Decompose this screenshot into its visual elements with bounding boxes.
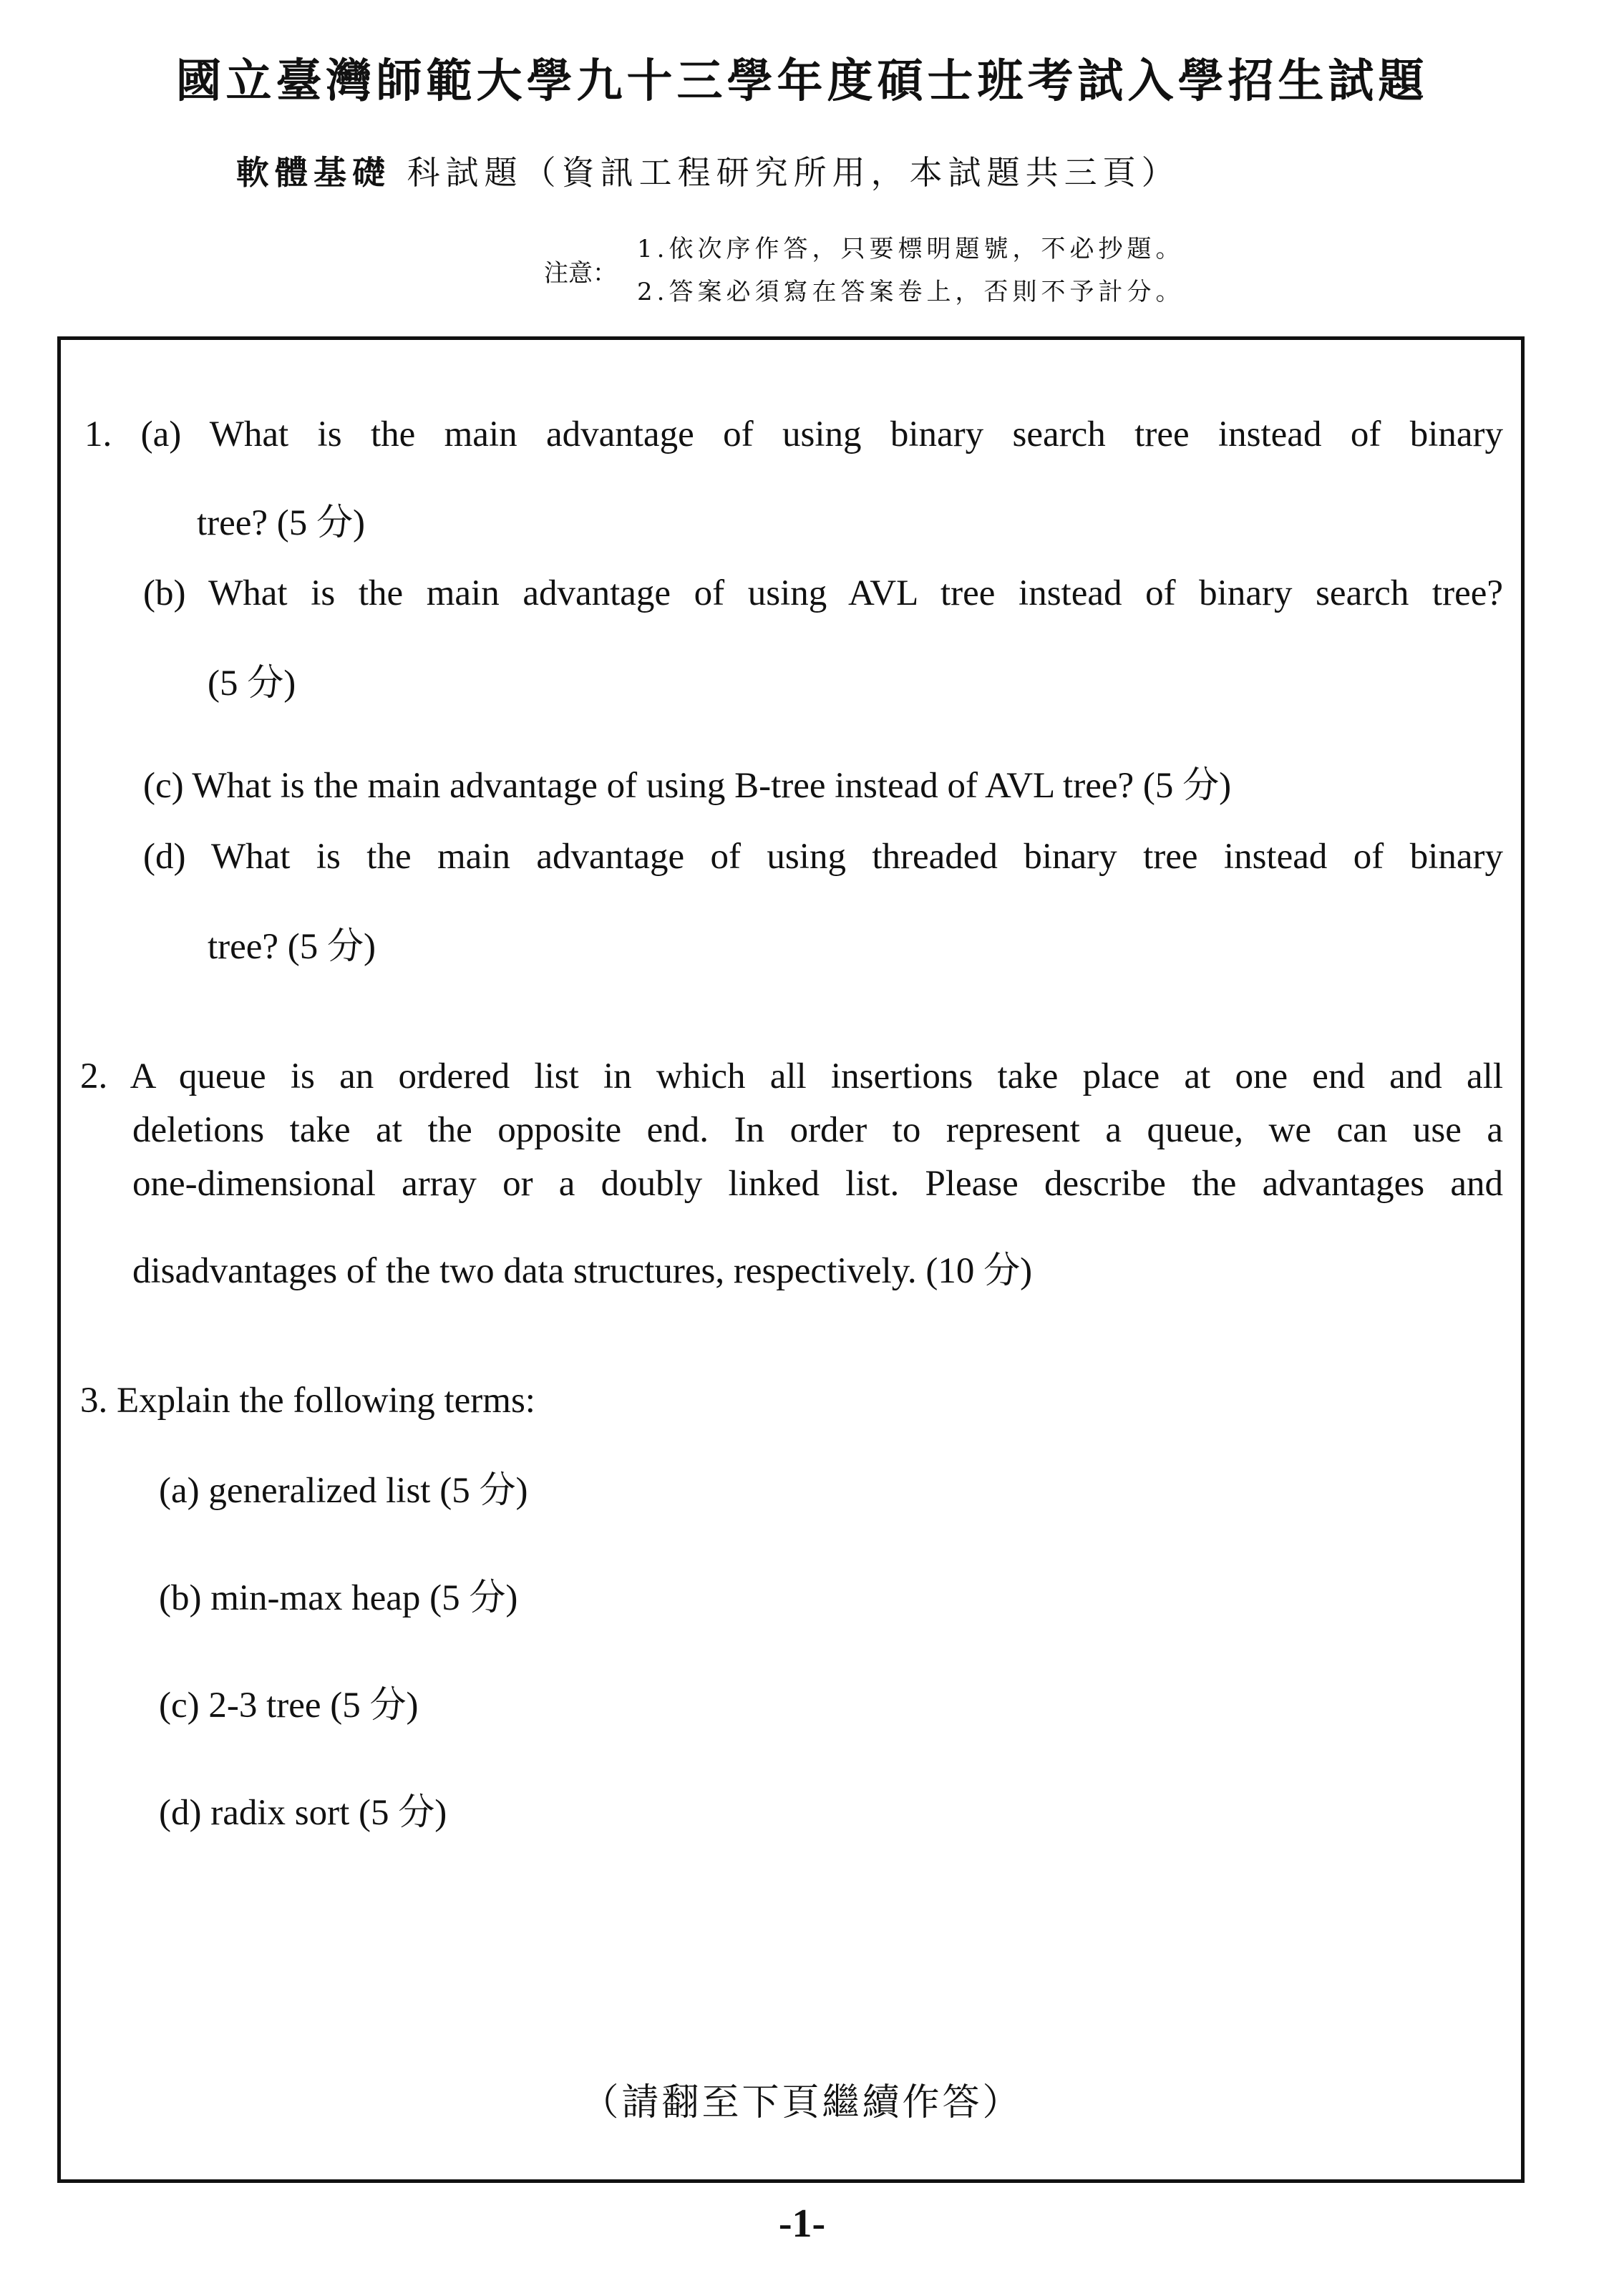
q2-line1: 2. A queue is an ordered list in which all insertions take place at one end and all bbox=[80, 1056, 1503, 1096]
q1b-line2: (5 分) bbox=[208, 663, 296, 704]
q2-line4: disadvantages of the two data structures, respectively. (10 分) bbox=[132, 1251, 1033, 1291]
exam-subtitle bbox=[236, 147, 1180, 194]
notes-label: 注意： bbox=[544, 259, 617, 288]
q3-intro: 3. Explain the following terms: bbox=[80, 1381, 535, 1421]
q1c-text: (c) What is the main advantage of using B-tree instead of AVL tree? (5 分) bbox=[143, 766, 1232, 806]
note-item: 2.答案必須寫在答案卷上，否則不予計分。 bbox=[637, 278, 1185, 306]
q3c-text: (c) 2-3 tree (5 分) bbox=[159, 1685, 419, 1726]
page-number: -1- bbox=[778, 2202, 826, 2246]
q3a-text: (a) generalized list (5 分) bbox=[159, 1471, 528, 1511]
q2-line3: one-dimensional array or a doubly linked list. Please describe the advantages and bbox=[132, 1164, 1503, 1204]
exam-title: 國立臺灣師範大學九十三學年度碩士班考試入學招生試題 bbox=[175, 54, 1429, 108]
note-item: 1.依次序作答，只要標明題號，不必抄題。 bbox=[637, 235, 1185, 263]
subject-name: 軟體基礎 bbox=[236, 153, 391, 192]
q1a-line2: tree? (5 分) bbox=[197, 503, 366, 543]
q3d-text: (d) radix sort (5 分) bbox=[159, 1793, 447, 1833]
q1d-line1: (d) What is the main advantage of using threaded binary tree instead of binary bbox=[143, 837, 1503, 877]
notes-list bbox=[637, 228, 1184, 313]
q2-line2: deletions take at the opposite end. In order to represent a queue, we can use a bbox=[132, 1110, 1503, 1150]
q1d-line2: tree? (5 分) bbox=[208, 927, 376, 967]
q1a-line1: 1. (a) What is the main advantage of using binary search tree instead of binary bbox=[84, 414, 1503, 454]
q1b-line1: (b) What is the main advantage of using AVL tree instead of binary search tree? bbox=[143, 573, 1503, 613]
continue-note: （請翻至下頁繼續作答） bbox=[581, 2081, 1023, 2124]
q3b-text: (b) min-max heap (5 分) bbox=[159, 1578, 518, 1618]
subtitle-rest: 科試題（資訊工程研究所用，本試題共三頁） bbox=[407, 153, 1180, 192]
